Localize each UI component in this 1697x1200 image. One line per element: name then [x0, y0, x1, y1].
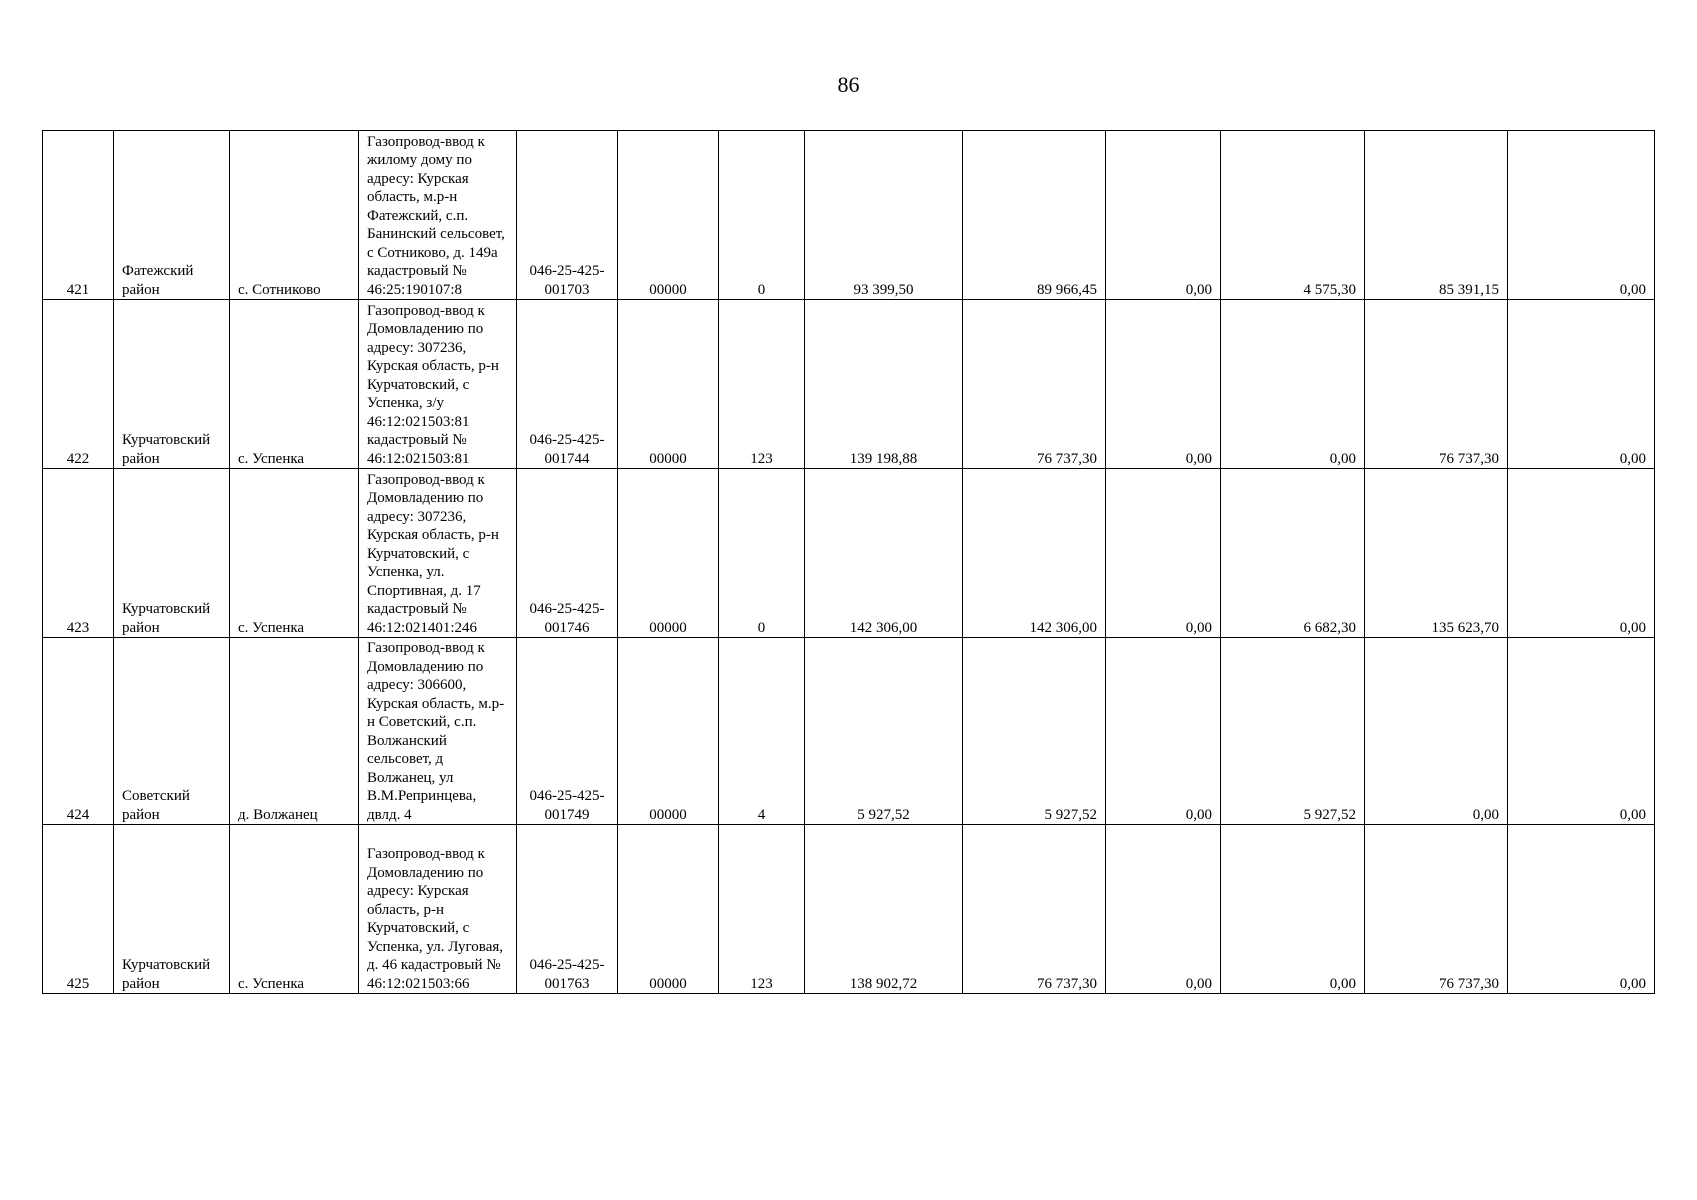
amount-cell-5: 76 737,30 — [1365, 300, 1508, 469]
amount-cell-4: 6 682,30 — [1221, 469, 1365, 638]
amount-cell-6: 0,00 — [1508, 469, 1655, 638]
page-number: 86 — [837, 72, 860, 97]
settlement-cell: с. Успенка — [230, 825, 359, 994]
settlement-cell: с. Сотниково — [230, 131, 359, 300]
amount-cell-4: 0,00 — [1221, 300, 1365, 469]
object-name-cell: Газопровод-ввод к Домовладению по адресу: Курская область, р-н Курчатовский, с Успенка, ул. Луговая, д. 46 кадастровый № 46:12:021503:66 — [359, 825, 517, 994]
amount-cell-4: 5 927,52 — [1221, 638, 1365, 825]
district-cell: Курчатовский район — [114, 469, 230, 638]
amount-cell-5: 135 623,70 — [1365, 469, 1508, 638]
amount-cell-1: 138 902,72 — [805, 825, 963, 994]
district-cell: Курчатовский район — [114, 300, 230, 469]
length-cell: 0 — [719, 131, 805, 300]
amount-cell-2: 142 306,00 — [963, 469, 1106, 638]
registration-number-cell: 046-25-425-001746 — [517, 469, 618, 638]
row-number: 422 — [43, 300, 114, 469]
amount-cell-3: 0,00 — [1106, 825, 1221, 994]
row-number: 423 — [43, 469, 114, 638]
district-cell: Фатежский район — [114, 131, 230, 300]
length-cell: 4 — [719, 638, 805, 825]
table-row — [43, 469, 1655, 638]
code-cell: 00000 — [618, 300, 719, 469]
amount-cell-5: 0,00 — [1365, 638, 1508, 825]
object-name-cell: Газопровод-ввод к Домовладению по адресу: 307236, Курская область, р-н Курчатовский, с Успенка, з/у 46:12:021503:81 кадастровый № 46:12:021503:81 — [359, 300, 517, 469]
registry-table — [42, 130, 1655, 994]
code-cell: 00000 — [618, 638, 719, 825]
amount-cell-1: 93 399,50 — [805, 131, 963, 300]
length-cell: 123 — [719, 825, 805, 994]
amount-cell-1: 5 927,52 — [805, 638, 963, 825]
amount-cell-5: 76 737,30 — [1365, 825, 1508, 994]
row-number: 425 — [43, 825, 114, 994]
registration-number-cell: 046-25-425-001749 — [517, 638, 618, 825]
code-cell: 00000 — [618, 825, 719, 994]
settlement-cell: с. Успенка — [230, 469, 359, 638]
object-name-cell: Газопровод-ввод к жилому дому по адресу: Курская область, м.р-н Фатежский, с.п. Банинский сельсовет, с Сотниково, д. 149а кадастровый № 46:25:190107:8 — [359, 131, 517, 300]
table-row — [43, 300, 1655, 469]
table-row — [43, 638, 1655, 825]
object-name-cell: Газопровод-ввод к Домовладению по адресу: 306600, Курская область, м.р-н Советский, с.п. Волжанский сельсовет, д Волжанец, ул В.М.Репринцева, двлд. 4 — [359, 638, 517, 825]
amount-cell-6: 0,00 — [1508, 638, 1655, 825]
amount-cell-1: 139 198,88 — [805, 300, 963, 469]
registration-number-cell: 046-25-425-001763 — [517, 825, 618, 994]
code-cell: 00000 — [618, 469, 719, 638]
amount-cell-6: 0,00 — [1508, 300, 1655, 469]
amount-cell-5: 85 391,15 — [1365, 131, 1508, 300]
amount-cell-1: 142 306,00 — [805, 469, 963, 638]
table-row — [43, 825, 1655, 994]
registration-number-cell: 046-25-425-001703 — [517, 131, 618, 300]
amount-cell-2: 5 927,52 — [963, 638, 1106, 825]
amount-cell-4: 0,00 — [1221, 825, 1365, 994]
code-cell: 00000 — [618, 131, 719, 300]
amount-cell-3: 0,00 — [1106, 131, 1221, 300]
amount-cell-3: 0,00 — [1106, 300, 1221, 469]
amount-cell-2: 89 966,45 — [963, 131, 1106, 300]
district-cell: Курчатовский район — [114, 825, 230, 994]
row-number: 424 — [43, 638, 114, 825]
length-cell: 0 — [719, 469, 805, 638]
amount-cell-2: 76 737,30 — [963, 825, 1106, 994]
district-cell: Советский район — [114, 638, 230, 825]
amount-cell-6: 0,00 — [1508, 825, 1655, 994]
table-row — [43, 131, 1655, 300]
object-name-cell: Газопровод-ввод к Домовладению по адресу: 307236, Курская область, р-н Курчатовский, с Успенка, ул. Спортивная, д. 17 кадастровый № 46:12:021401:246 — [359, 469, 517, 638]
amount-cell-4: 4 575,30 — [1221, 131, 1365, 300]
amount-cell-6: 0,00 — [1508, 131, 1655, 300]
amount-cell-3: 0,00 — [1106, 638, 1221, 825]
settlement-cell: д. Волжанец — [230, 638, 359, 825]
length-cell: 123 — [719, 300, 805, 469]
settlement-cell: с. Успенка — [230, 300, 359, 469]
registration-number-cell: 046-25-425-001744 — [517, 300, 618, 469]
amount-cell-2: 76 737,30 — [963, 300, 1106, 469]
registry-body — [43, 131, 1655, 994]
row-number: 421 — [43, 131, 114, 300]
amount-cell-3: 0,00 — [1106, 469, 1221, 638]
